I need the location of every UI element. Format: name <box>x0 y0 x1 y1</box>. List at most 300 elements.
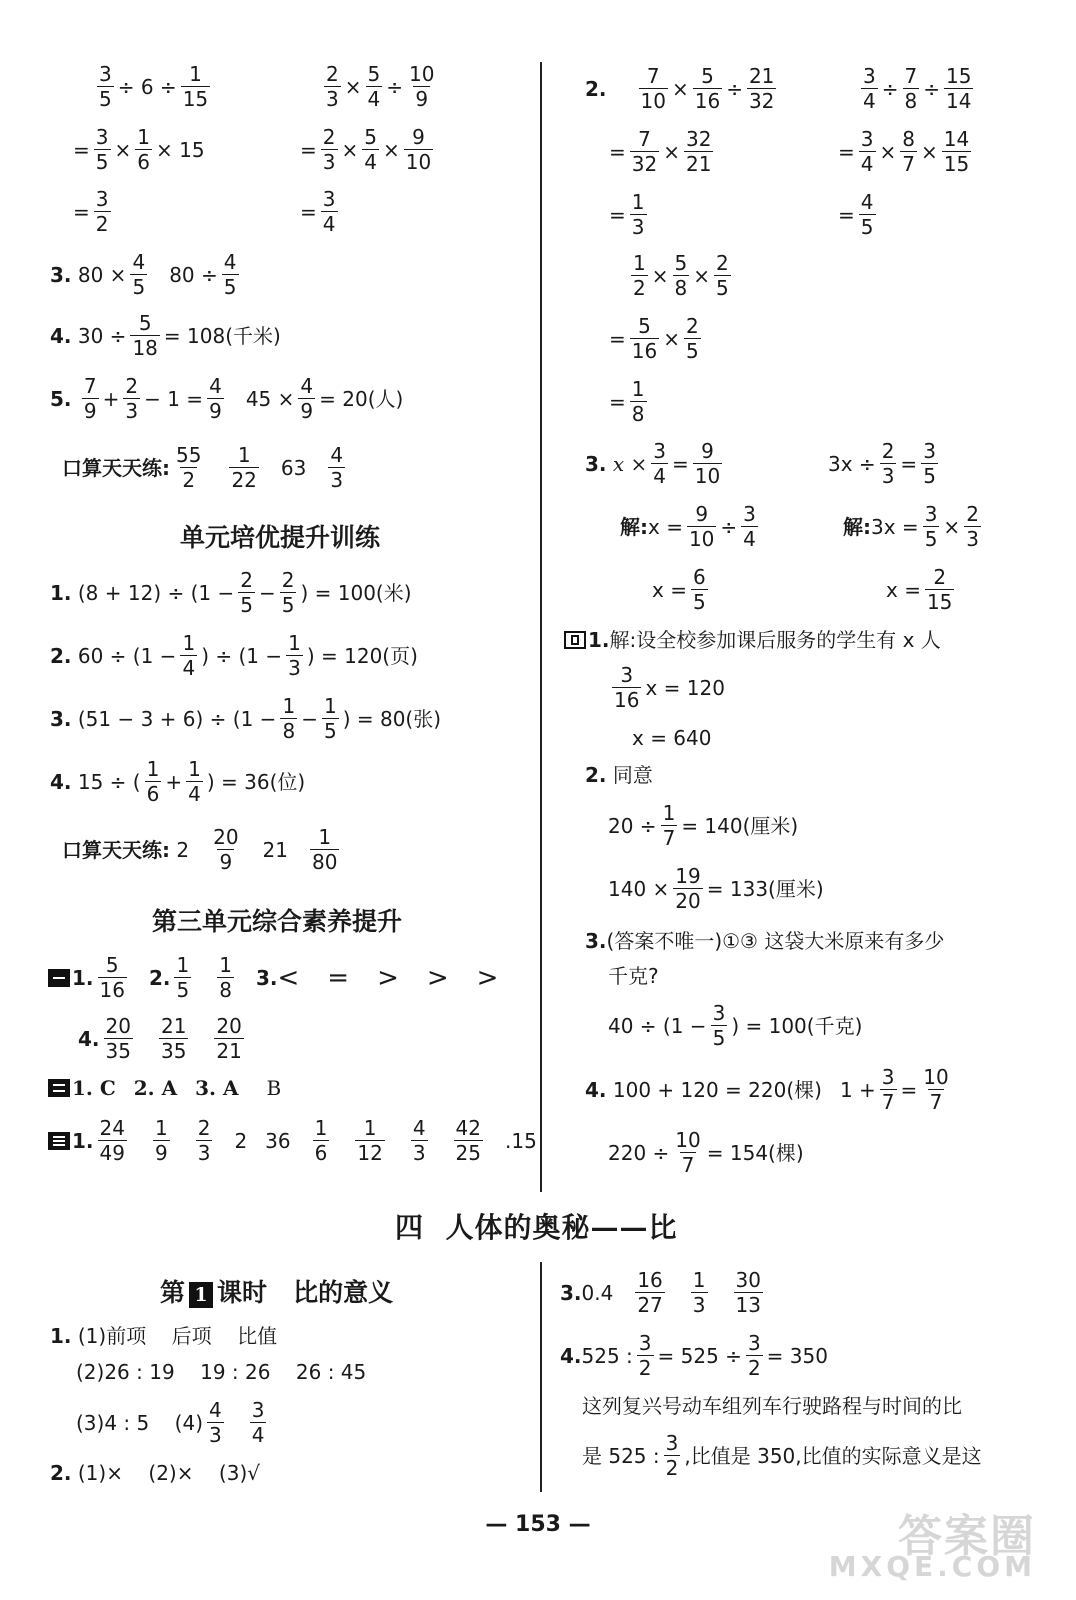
section-heading-unit3: 第三单元综合素养提升 <box>152 907 403 936</box>
numerator: 3 <box>95 125 109 149</box>
numerator: 1 <box>282 694 296 718</box>
denominator: 8 <box>631 402 645 426</box>
text-segment: B <box>266 1076 282 1100</box>
numerator: 2 <box>125 374 139 398</box>
fraction <box>310 827 339 872</box>
fraction <box>651 441 668 486</box>
numerator: 7 <box>83 374 97 398</box>
fraction <box>693 66 722 111</box>
numerator: 1 <box>318 825 332 849</box>
right-q2c-line1 <box>627 253 735 298</box>
denominator: 5 <box>132 275 146 299</box>
fraction <box>673 866 702 911</box>
text-segment: 30 ÷ <box>77 323 127 348</box>
numerator: 8 <box>902 127 915 151</box>
fraction <box>637 1333 654 1378</box>
text-segment: 5. <box>50 386 72 411</box>
text-segment: ) ÷ (1 − <box>201 643 283 668</box>
denominator: 3 <box>322 150 336 174</box>
text-segment: ) = 80(张) <box>342 706 442 731</box>
numerator: 1 <box>146 757 160 781</box>
text-segment: + <box>165 769 183 794</box>
fraction <box>861 66 878 111</box>
text-segment: × <box>671 76 689 101</box>
text-segment: × <box>383 137 400 162</box>
right-q3b-result <box>886 567 958 612</box>
text-segment: > <box>476 962 499 993</box>
fraction <box>903 66 920 111</box>
numerator: 1 <box>154 1116 168 1140</box>
text-segment: 解: <box>620 514 648 539</box>
text-segment: × <box>344 74 362 99</box>
numerator: 1 <box>631 377 645 401</box>
fraction <box>964 504 981 549</box>
numerator: 7 <box>646 64 660 88</box>
denominator: 9 <box>209 399 222 423</box>
numerator: 3 <box>95 187 109 211</box>
denominator: 7 <box>929 1090 943 1114</box>
text-segment: 1. <box>72 1128 94 1153</box>
text-segment: .15 <box>505 1128 537 1153</box>
denominator: 2 <box>95 212 109 236</box>
denominator: 6 <box>137 150 150 174</box>
fraction <box>925 567 954 612</box>
text-segment: (8 + 12) ÷ (1 − <box>77 580 235 605</box>
text-segment: = <box>609 202 626 227</box>
fraction <box>693 441 722 486</box>
fraction <box>211 827 240 872</box>
numerator: 30 <box>735 1268 761 1292</box>
fraction <box>321 189 338 234</box>
section-one-icon <box>48 969 70 987</box>
denominator: 10 <box>405 150 432 174</box>
denominator: 8 <box>904 89 918 113</box>
numerator: 1 <box>692 1268 706 1292</box>
fraction <box>859 129 876 174</box>
text-segment: = 140(厘米) <box>681 813 799 838</box>
text-segment: = <box>300 137 317 162</box>
right-q2a-line1 <box>585 66 780 111</box>
denominator: 80 <box>312 850 338 874</box>
text-segment: 2 <box>176 837 190 862</box>
fraction <box>214 1016 243 1061</box>
numerator: 1 <box>288 631 301 655</box>
fraction <box>635 1270 664 1315</box>
fraction <box>673 253 690 298</box>
text-segment: ) = 120(页) <box>306 643 418 668</box>
numerator: 5 <box>105 953 119 977</box>
numerator: 1 <box>314 1116 328 1140</box>
numerator: 3 <box>322 187 336 211</box>
denominator: 5 <box>712 1026 726 1050</box>
numerator: 1 <box>188 757 201 781</box>
text-segment: = <box>609 326 626 351</box>
numerator: 4 <box>132 250 146 274</box>
numerator: 3 <box>653 439 667 463</box>
text-segment: 4. <box>50 769 72 794</box>
numerator: 16 <box>637 1268 663 1292</box>
denominator: 4 <box>863 89 876 113</box>
question-5 <box>50 376 403 421</box>
numerator: 21 <box>160 1014 187 1038</box>
column-divider-top <box>540 62 542 1192</box>
denominator: 5 <box>716 276 729 300</box>
fraction <box>313 1118 330 1163</box>
text-segment: 2. <box>585 763 607 787</box>
calc-b-line1 <box>320 64 440 109</box>
part-four-q1 <box>564 630 941 650</box>
denominator: 5 <box>923 464 936 488</box>
numerator: 5 <box>138 311 152 335</box>
text-segment: ,比值是 350,比值的实际意义是这 <box>684 1443 982 1468</box>
numerator: 3 <box>923 439 936 463</box>
denominator: 35 <box>160 1039 187 1063</box>
denominator: 3 <box>326 87 339 111</box>
fraction <box>280 570 297 615</box>
right-q2b-line2 <box>838 129 975 174</box>
part-four-q3 <box>585 931 944 951</box>
fraction <box>630 316 659 361</box>
fraction <box>741 504 758 549</box>
fraction <box>174 445 203 490</box>
text-segment: 2. <box>50 1461 72 1485</box>
lesson-q3 <box>560 1270 767 1315</box>
numerator: 4 <box>412 1116 426 1140</box>
text-segment: × <box>663 139 680 164</box>
fraction <box>229 445 258 490</box>
fraction <box>366 64 383 109</box>
part-four-q4 <box>585 1067 955 1112</box>
fraction <box>98 955 127 1000</box>
text-segment: (1)前项 后项 比值 <box>77 1324 278 1348</box>
text-segment: ÷ 6 ÷ <box>117 74 177 99</box>
numerator: 2 <box>716 251 729 275</box>
text-segment: = <box>838 202 855 227</box>
part-four-q1-eq1 <box>608 665 725 710</box>
fraction <box>286 633 303 678</box>
numerator: 3 <box>743 502 756 526</box>
denominator: 32 <box>631 152 658 176</box>
text-segment: 0.4 <box>581 1280 614 1305</box>
numerator: 1 <box>363 1116 377 1140</box>
numerator: 3 <box>863 64 876 88</box>
numerator: 2 <box>685 314 699 338</box>
fraction <box>123 376 140 421</box>
part-two <box>48 1078 281 1098</box>
text-segment: ) = 100(米) <box>300 580 412 605</box>
denominator: 9 <box>300 399 314 423</box>
right-q3a <box>585 441 726 486</box>
right-q3b-solution <box>843 504 985 549</box>
denominator: 5 <box>323 719 337 743</box>
numerator: 9 <box>695 502 709 526</box>
fraction <box>97 64 114 109</box>
fraction <box>639 66 668 111</box>
text-segment: 20 ÷ <box>608 813 657 838</box>
numerator: 1 <box>323 694 337 718</box>
lesson-number-badge: 1 <box>189 1282 213 1308</box>
section-two-icon <box>48 1079 70 1097</box>
right-q3b <box>828 441 942 486</box>
denominator: 22 <box>231 468 257 492</box>
text-segment: 是 525 : <box>582 1443 660 1468</box>
text-segment: 525 : <box>581 1343 633 1368</box>
right-q3a-solution <box>620 504 762 549</box>
numerator: 3 <box>924 502 938 526</box>
fraction <box>714 253 731 298</box>
text-segment: 100 + 120 = 220(棵) <box>612 1077 822 1102</box>
right-q2b-line3 <box>838 192 880 237</box>
fraction <box>94 189 111 234</box>
text-segment: × <box>879 139 897 164</box>
text-segment: − <box>258 580 276 605</box>
right-q3a-result <box>652 567 712 612</box>
fraction <box>747 66 776 111</box>
fraction <box>130 252 147 297</box>
numerator: 5 <box>638 314 651 338</box>
denominator: 3 <box>288 656 301 680</box>
right-q2a-line3 <box>609 192 651 237</box>
fraction <box>921 441 938 486</box>
text-segment: = 20(人) <box>319 386 404 411</box>
question-4 <box>50 313 281 358</box>
denominator: 5 <box>176 978 190 1002</box>
denominator: 4 <box>182 656 196 680</box>
text-segment: 2. <box>585 76 607 101</box>
text-segment: = 133(厘米) <box>706 876 824 901</box>
lesson-q4 <box>560 1333 828 1378</box>
text-segment: = <box>609 139 626 164</box>
denominator: 4 <box>367 87 381 111</box>
fraction <box>664 1433 681 1478</box>
numerator: 20 <box>213 825 239 849</box>
denominator: 7 <box>681 1153 695 1177</box>
text-segment: = 525 ÷ <box>657 1343 742 1368</box>
section-four-icon <box>564 631 586 649</box>
unit-question-2 <box>50 633 418 678</box>
text-segment: ÷ <box>923 76 940 101</box>
lesson-q4-explanation1: 这列复兴号动车组列车行驶路程与时间的比 <box>582 1394 962 1418</box>
text-segment: = 108(千米) <box>163 323 281 348</box>
fraction <box>174 955 191 1000</box>
right-q2a-line2 <box>609 129 717 174</box>
numerator: 1 <box>662 801 676 825</box>
calc-a-line3 <box>73 189 115 234</box>
denominator: 10 <box>694 464 721 488</box>
fraction <box>328 445 345 490</box>
fraction <box>82 376 99 421</box>
denominator: 10 <box>688 527 715 551</box>
denominator: 8 <box>674 276 688 300</box>
text-segment: 3. <box>255 965 278 990</box>
fraction <box>181 64 210 109</box>
text-segment: ÷ <box>881 76 899 101</box>
numerator: 2 <box>240 568 253 592</box>
numerator: 1 <box>189 62 202 86</box>
numerator: 2 <box>281 568 295 592</box>
numerator: 1 <box>219 953 232 977</box>
text-segment: 45 × <box>245 386 295 411</box>
text-segment: 3. <box>560 1280 582 1305</box>
numerator: 1 <box>176 953 190 977</box>
fraction <box>880 1067 897 1112</box>
text-segment: = <box>300 199 317 224</box>
denominator: 2 <box>182 468 196 492</box>
numerator: 5 <box>364 125 377 149</box>
unit-question-3 <box>50 696 441 741</box>
numerator: 4 <box>330 443 344 467</box>
denominator: 5 <box>860 215 874 239</box>
part-four-q2-eq1 <box>608 803 798 848</box>
text-segment: × <box>921 139 938 164</box>
fraction <box>630 192 647 237</box>
oral-practice-2 <box>62 827 343 872</box>
denominator: 25 <box>455 1141 481 1165</box>
fraction <box>454 1118 483 1163</box>
numerator: 1 <box>137 125 150 149</box>
denominator: 4 <box>188 782 201 806</box>
text-segment: 口算天天练: <box>62 837 170 862</box>
text-segment: 3. <box>585 451 607 476</box>
numerator: 3 <box>860 127 874 151</box>
numerator: 2 <box>322 125 336 149</box>
denominator: 4 <box>860 152 874 176</box>
fraction <box>691 567 708 612</box>
unit-question-1 <box>50 570 412 615</box>
fraction <box>711 1003 728 1048</box>
denominator: 5 <box>223 275 237 299</box>
text-segment: × <box>663 326 680 351</box>
text-segment: 63 <box>280 455 307 480</box>
numerator: 5 <box>701 64 714 88</box>
fraction <box>196 1118 213 1163</box>
watermark-logo: 答案圈 <box>898 1511 1036 1562</box>
fraction <box>612 665 641 710</box>
denominator: 3 <box>692 1293 706 1317</box>
fraction <box>145 759 162 804</box>
numerator: 2 <box>933 565 947 589</box>
fraction <box>631 253 648 298</box>
text-segment: ) = 100(千克) <box>731 1013 863 1038</box>
fraction <box>684 316 701 361</box>
text-segment: 2. <box>50 643 72 668</box>
denominator: 49 <box>99 1141 125 1165</box>
calc-b-line3 <box>300 189 342 234</box>
numerator: 7 <box>638 127 651 151</box>
numerator: 9 <box>701 439 714 463</box>
denominator: 16 <box>99 978 125 1002</box>
text-segment: 1. <box>50 580 72 605</box>
text-segment: x × <box>612 451 648 476</box>
denominator: 3 <box>125 399 139 423</box>
fraction <box>130 313 159 358</box>
numerator: 2 <box>197 1116 211 1140</box>
part-four-q3-line2: 千克? <box>608 964 659 988</box>
text-segment: 220 ÷ <box>608 1140 670 1165</box>
numerator: 1 <box>182 631 196 655</box>
numerator: 1 <box>633 251 646 275</box>
denominator: 12 <box>357 1141 383 1165</box>
text-segment: 1. <box>72 965 94 990</box>
chapter-title: 四 人体的奥秘——比 <box>395 1211 678 1244</box>
lesson-title: 第 1 课时 比的意义 <box>160 1278 394 1307</box>
fraction <box>687 504 716 549</box>
numerator: 10 <box>675 1128 701 1152</box>
denominator: 21 <box>216 1039 242 1063</box>
fraction <box>746 1333 763 1378</box>
fraction <box>280 696 297 741</box>
fraction <box>104 1016 133 1061</box>
section-three-icon <box>48 1132 70 1150</box>
fraction <box>673 1130 702 1175</box>
denominator: 16 <box>631 339 658 363</box>
unit-question-4 <box>50 759 305 804</box>
part-four-q3-eq <box>608 1003 862 1048</box>
fraction <box>180 633 197 678</box>
denominator: 4 <box>743 527 756 551</box>
denominator: 4 <box>653 464 667 488</box>
numerator: 1 <box>237 443 251 467</box>
denominator: 27 <box>637 1293 663 1317</box>
numerator: 4 <box>300 374 314 398</box>
denominator: 4 <box>251 1423 265 1447</box>
denominator: 3 <box>966 527 979 551</box>
fraction <box>404 127 433 172</box>
part-four-q2 <box>585 765 653 785</box>
numerator: 3 <box>99 62 112 86</box>
text-segment: 4. <box>50 323 72 348</box>
numerator: 9 <box>412 125 425 149</box>
text-segment: 80 × <box>77 262 127 287</box>
fraction <box>98 1118 127 1163</box>
fraction <box>322 696 339 741</box>
text-segment: = <box>73 137 90 162</box>
text-segment: 3. <box>50 262 72 287</box>
text-segment: 40 ÷ (1 − <box>608 1013 707 1038</box>
fraction <box>411 1118 428 1163</box>
numerator: 20 <box>216 1014 242 1038</box>
denominator: 8 <box>282 719 296 743</box>
text-segment: × <box>693 263 710 288</box>
fraction <box>859 192 876 237</box>
text-segment: 60 ÷ (1 − <box>77 643 177 668</box>
numerator: 3 <box>665 1431 679 1455</box>
text-segment: 3. A <box>195 1076 239 1100</box>
denominator: 15 <box>926 590 953 614</box>
text-segment: x = <box>652 577 687 602</box>
denominator: 18 <box>132 336 158 360</box>
oral-practice-1 <box>62 445 349 490</box>
numerator: 10 <box>409 62 435 86</box>
numerator: 42 <box>455 1116 481 1140</box>
text-segment: = <box>838 139 855 164</box>
denominator: 9 <box>154 1141 168 1165</box>
numerator: 2 <box>326 62 339 86</box>
denominator: 3 <box>330 468 344 492</box>
denominator: 2 <box>747 1356 761 1380</box>
fraction <box>921 1067 950 1112</box>
denominator: 8 <box>219 978 232 1002</box>
fraction <box>684 129 713 174</box>
denominator: 7 <box>881 1090 895 1114</box>
denominator: 5 <box>99 87 112 111</box>
text-segment: 4. <box>560 1343 582 1368</box>
numerator: 3 <box>251 1398 265 1422</box>
denominator: 3 <box>881 464 895 488</box>
text-segment: 140 × <box>608 876 670 901</box>
text-segment: 3. <box>50 706 72 731</box>
text-segment: = 350 <box>766 1343 828 1368</box>
